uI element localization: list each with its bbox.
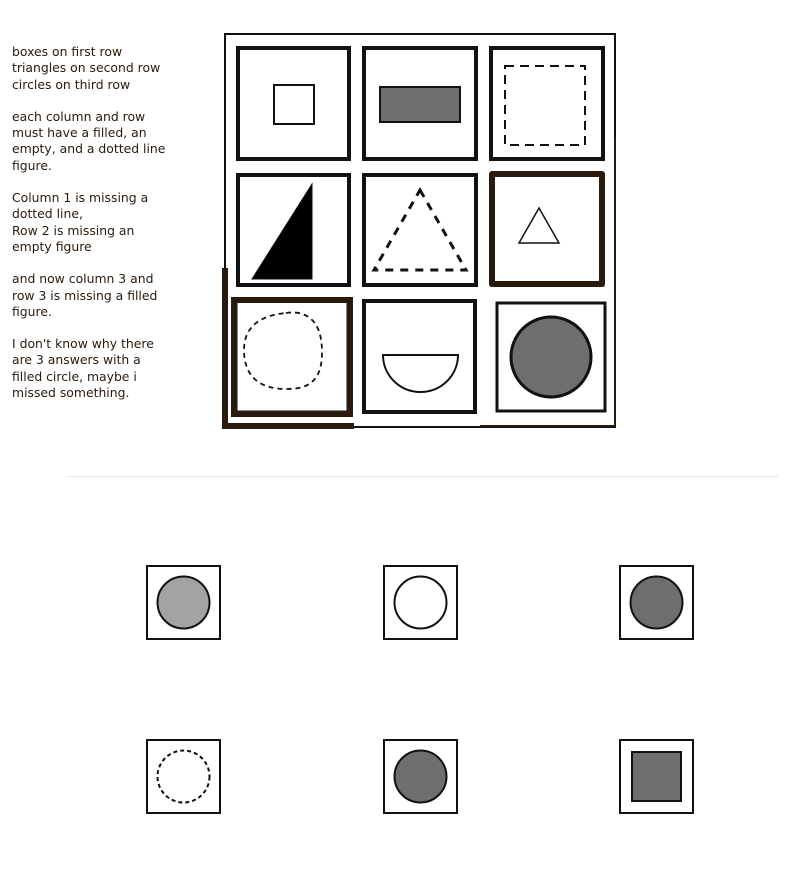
answer-option-1[interactable] bbox=[146, 565, 222, 641]
rectangle-icon bbox=[380, 87, 460, 122]
cell-r1c1 bbox=[238, 48, 349, 159]
answer-option-3[interactable] bbox=[619, 565, 695, 641]
circle-icon bbox=[511, 317, 591, 397]
cell-r1c2 bbox=[364, 48, 476, 159]
answer-option-6[interactable] bbox=[619, 739, 695, 815]
cell-r3c2 bbox=[364, 301, 475, 412]
circle-icon bbox=[631, 577, 683, 629]
note-missing-column1-row2: Column 1 is missing a dotted line, Row 2 is missing an empty figure bbox=[12, 190, 149, 254]
answer-option-2[interactable] bbox=[383, 565, 459, 641]
note-question: I don't know why there are 3 answers with a filled circle, maybe i missed something. bbox=[12, 336, 154, 401]
puzzle-grid bbox=[218, 28, 623, 442]
cell-r2c3 bbox=[491, 174, 603, 285]
square-icon bbox=[632, 752, 681, 801]
annotation-notes bbox=[12, 44, 192, 417]
answer-option-4[interactable] bbox=[146, 739, 222, 815]
cell-r1c3 bbox=[491, 48, 603, 159]
circle-icon bbox=[395, 751, 447, 803]
note-rule: each column and row must have a filled, an empty, and a dotted line figure. bbox=[12, 108, 166, 173]
answer-option-5[interactable] bbox=[383, 739, 459, 815]
circle-icon bbox=[158, 577, 210, 629]
cell-r2c2 bbox=[364, 175, 476, 285]
cell-r3c1 bbox=[225, 268, 354, 426]
note-rows: boxes on first row triangles on second row circles on third row bbox=[12, 44, 161, 92]
square-icon bbox=[274, 85, 314, 124]
cell-r2c1 bbox=[238, 175, 349, 285]
circle-icon bbox=[395, 577, 447, 629]
divider bbox=[67, 476, 778, 477]
note-missing-column3-row3: and now column 3 and row 3 is missing a filled figure. bbox=[12, 271, 158, 319]
